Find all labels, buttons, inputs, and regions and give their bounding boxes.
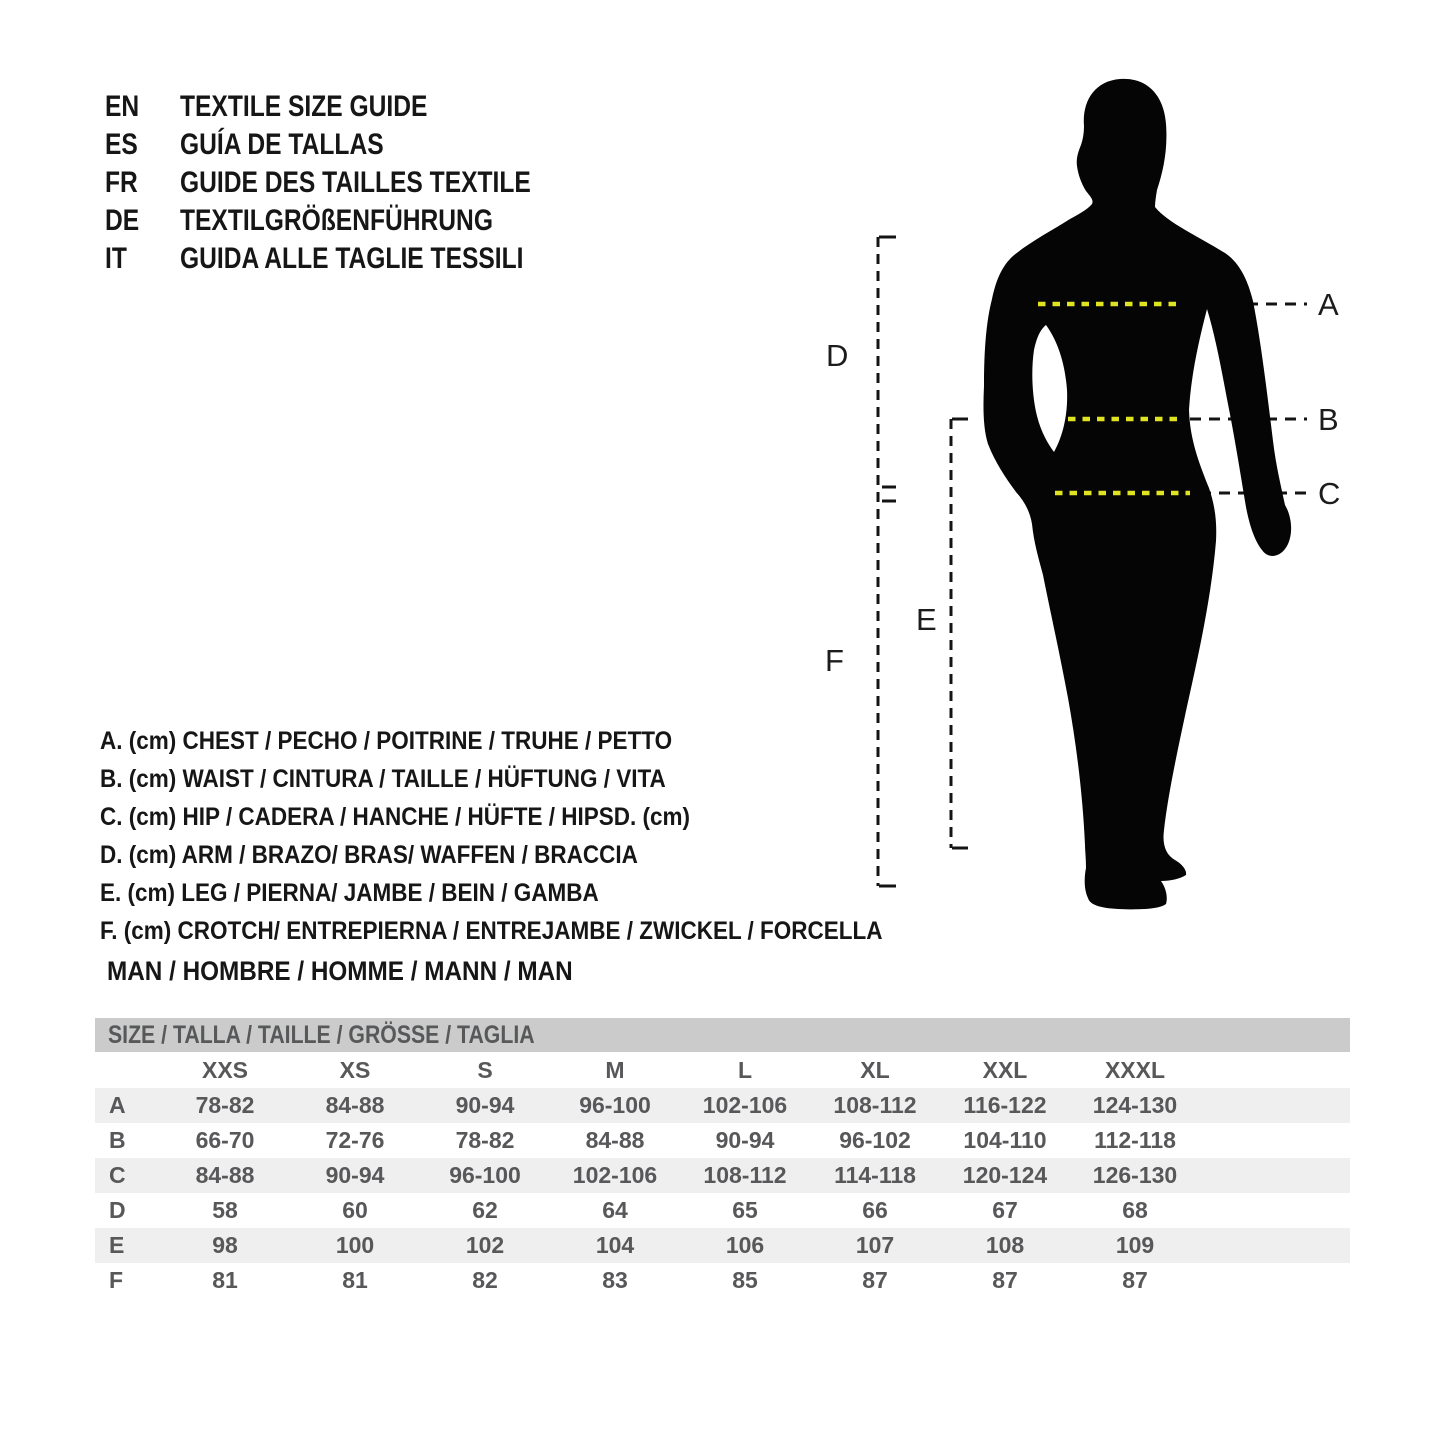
filler-cell [1200,1088,1350,1123]
language-row [105,126,608,164]
size-table [95,1018,1350,1298]
size-value-cell: 109 [1115,1232,1155,1258]
language-code-text: EN [105,90,140,123]
legend-line [100,722,969,760]
language-code [105,126,180,164]
language-row [105,240,608,278]
size-value-cell: 104-110 [963,1127,1047,1153]
label-chest: A [1318,287,1339,322]
size-column-header: M [550,1052,680,1088]
size-column-header: XL [810,1052,940,1088]
language-title [180,126,428,164]
size-value-cell: 62 [472,1197,498,1223]
language-title-text: TEXTILE SIZE GUIDE [180,90,428,123]
size-value-cell: 108 [985,1232,1025,1258]
size-value-cell: 96-100 [579,1092,651,1118]
size-value-cell: 85 [732,1267,758,1293]
table-row [95,1123,1350,1158]
language-code [105,88,180,126]
size-value-cell: 98 [212,1232,238,1258]
size-value-cell: 67 [992,1197,1018,1223]
legend-line-text: E. (cm) LEG / PIERNA/ JAMBE / BEIN / GAMBA [100,879,599,907]
size-columns-row [95,1052,1350,1088]
measurement-legend [100,722,969,950]
size-value-cell: 108-112 [833,1092,917,1118]
size-columns-head [95,1052,1350,1088]
size-value-cell: 81 [212,1267,238,1293]
size-value-cell: 104 [595,1232,635,1258]
row-label-header [95,1052,160,1088]
language-row [105,164,608,202]
size-value-cell: 60 [342,1197,368,1223]
legend-line [100,836,969,874]
label-waist: B [1318,402,1339,437]
size-value-cell: 106 [725,1232,765,1258]
size-column-header: S [420,1052,550,1088]
filler-cell [1200,1193,1350,1228]
row-label: E [109,1232,125,1258]
size-value-cell: 87 [992,1267,1018,1293]
size-value-cell: 90-94 [715,1127,775,1153]
label-hip: C [1318,476,1341,511]
category-text: MAN / HOMBRE / HOMME / MANN / MAN [107,956,573,986]
language-row [105,88,608,126]
size-value-cell: 96-102 [839,1127,911,1153]
language-title [180,88,482,126]
language-code [105,240,180,278]
filler-header [1200,1052,1350,1088]
table-row [95,1158,1350,1193]
size-value-cell: 102 [465,1232,505,1258]
table-row [95,1228,1350,1263]
table-row [95,1088,1350,1123]
size-table-header-band [95,1018,1350,1052]
language-code-text: ES [105,128,138,161]
size-rows-body [95,1088,1350,1298]
legend-line-text: F. (cm) CROTCH/ ENTREPIERNA / ENTREJAMBE / ZWICKEL / FORCELLA [100,917,883,945]
language-title [180,164,608,202]
size-column-header: XS [290,1052,420,1088]
language-title [180,240,599,278]
size-value-cell: 116-122 [963,1092,1047,1118]
size-value-cell: 68 [1122,1197,1148,1223]
size-value-cell: 66-70 [195,1127,255,1153]
label-leg: E [916,602,937,637]
language-code-text: DE [105,204,140,237]
size-column-header: XXL [940,1052,1070,1088]
size-value-cell: 96-100 [449,1162,521,1188]
language-title [180,202,562,240]
size-table-grid [95,1052,1350,1298]
size-value-cell: 108-112 [703,1162,787,1188]
size-value-cell: 81 [342,1267,368,1293]
size-value-cell: 90-94 [455,1092,515,1118]
label-arm: D [826,338,849,373]
filler-cell [1200,1228,1350,1263]
filler-cell [1200,1123,1350,1158]
size-value-cell: 100 [335,1232,375,1258]
language-code [105,164,180,202]
label-crotch: F [825,643,844,678]
table-row [95,1263,1350,1298]
size-value-cell: 87 [1122,1267,1148,1293]
size-value-cell: 83 [602,1267,628,1293]
row-label: F [109,1267,124,1293]
size-value-cell: 84-88 [325,1092,385,1118]
legend-line [100,760,969,798]
row-label: D [109,1197,126,1223]
size-value-cell: 124-130 [1092,1092,1178,1118]
language-title-text: GUIDE DES TAILLES TEXTILE [180,166,531,199]
language-title-text: GUÍA DE TALLAS [180,128,384,161]
language-title-block [105,88,608,278]
size-value-cell: 87 [862,1267,888,1293]
row-label: C [109,1162,126,1188]
size-value-cell: 84-88 [585,1127,645,1153]
language-title-text: GUIDA ALLE TAGLIE TESSILI [180,242,524,275]
size-value-cell: 78-82 [195,1092,255,1118]
filler-cell [1200,1263,1350,1298]
row-label: B [109,1127,126,1153]
size-table-header-text: SIZE / TALLA / TAILLE / GRÖSSE / TAGLIA [108,1021,535,1049]
filler-cell [1200,1158,1350,1193]
language-code [105,202,180,240]
size-value-cell: 65 [732,1197,758,1223]
legend-line-text: C. (cm) HIP / CADERA / HANCHE / HÜFTE / HIPSD. (cm) [100,803,691,831]
legend-line-text: A. (cm) CHEST / PECHO / POITRINE / TRUHE / PETTO [100,727,673,755]
man-silhouette [983,79,1291,909]
size-value-cell: 102-106 [702,1092,788,1118]
size-value-cell: 112-118 [1094,1127,1176,1153]
size-value-cell: 82 [472,1267,498,1293]
table-row [95,1193,1350,1228]
size-value-cell: 114-118 [834,1162,916,1188]
size-value-cell: 126-130 [1092,1162,1178,1188]
size-value-cell: 84-88 [195,1162,255,1188]
size-value-cell: 58 [212,1197,238,1223]
size-value-cell: 78-82 [455,1127,515,1153]
size-value-cell: 72-76 [325,1127,385,1153]
legend-line [100,874,969,912]
legend-line [100,798,969,836]
language-title-text: TEXTILGRÖßENFÜHRUNG [180,204,493,237]
language-code-text: FR [105,166,138,199]
legend-line-text: B. (cm) WAIST / CINTURA / TAILLE / HÜFTUNG / VITA [100,765,666,793]
legend-line [100,912,969,950]
size-value-cell: 102-106 [572,1162,658,1188]
row-label: A [109,1092,126,1118]
size-column-header: XXS [160,1052,290,1088]
size-value-cell: 64 [602,1197,628,1223]
size-value-cell: 66 [862,1197,888,1223]
size-column-header: XXXL [1070,1052,1200,1088]
size-value-cell: 90-94 [325,1162,385,1188]
size-value-cell: 107 [855,1232,895,1258]
category-line [107,952,624,990]
size-value-cell: 120-124 [962,1162,1048,1188]
language-row [105,202,608,240]
legend-line-text: D. (cm) ARM / BRAZO/ BRAS/ WAFFEN / BRACCIA [100,841,638,869]
size-column-header: L [680,1052,810,1088]
language-code-text: IT [105,242,127,275]
